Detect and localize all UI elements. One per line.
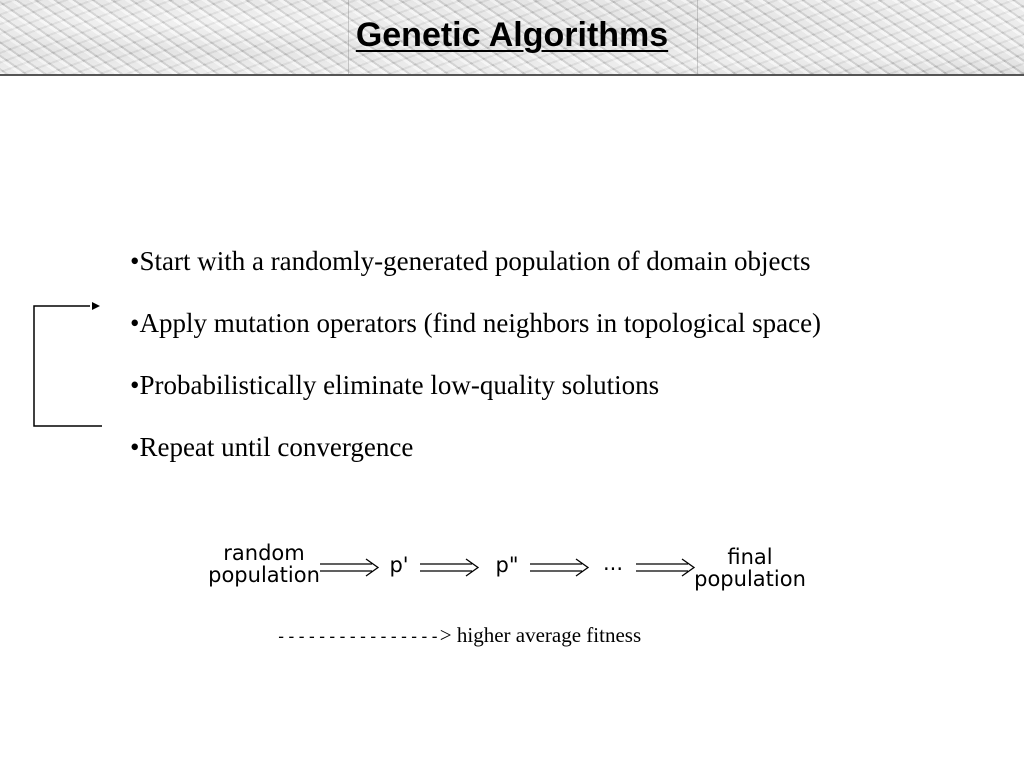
bullet-item: •Probabilistically eliminate low-quality solutions (130, 370, 660, 400)
flow-start-line2: population (208, 563, 320, 587)
flow-step-p2: p" (495, 553, 519, 577)
flow-start (204, 542, 324, 586)
bullet-item: •Apply mutation operators (find neighbors in topological space) (130, 308, 822, 338)
flow-start-line1: random (223, 541, 305, 565)
fitness-arrow-head: > (439, 623, 452, 647)
bullet-item: •Start with a randomly-generated population of domain objects (130, 246, 811, 276)
flow-step-p1: p' (389, 553, 409, 577)
fitness-note (276, 622, 641, 650)
title-banner (0, 0, 1024, 76)
flow-end-line2: population (694, 567, 806, 591)
double-arrow-icon (528, 558, 592, 578)
flow-ellipsis: ... (602, 551, 624, 575)
population-flow (200, 540, 820, 604)
bullet-item: •Repeat until convergence (130, 432, 414, 462)
slide-title: Genetic Algorithms (355, 16, 669, 54)
flow-end-line1: final (727, 545, 773, 569)
double-arrow-icon (418, 558, 482, 578)
fitness-label: higher average fitness (451, 623, 642, 647)
double-arrow-icon (318, 558, 382, 578)
flow-end (690, 546, 810, 590)
double-arrow-icon (634, 558, 698, 578)
loop-back-arrow-icon (30, 296, 110, 432)
bullet-list (130, 230, 821, 478)
fitness-dashes: ---------------- (276, 627, 440, 647)
